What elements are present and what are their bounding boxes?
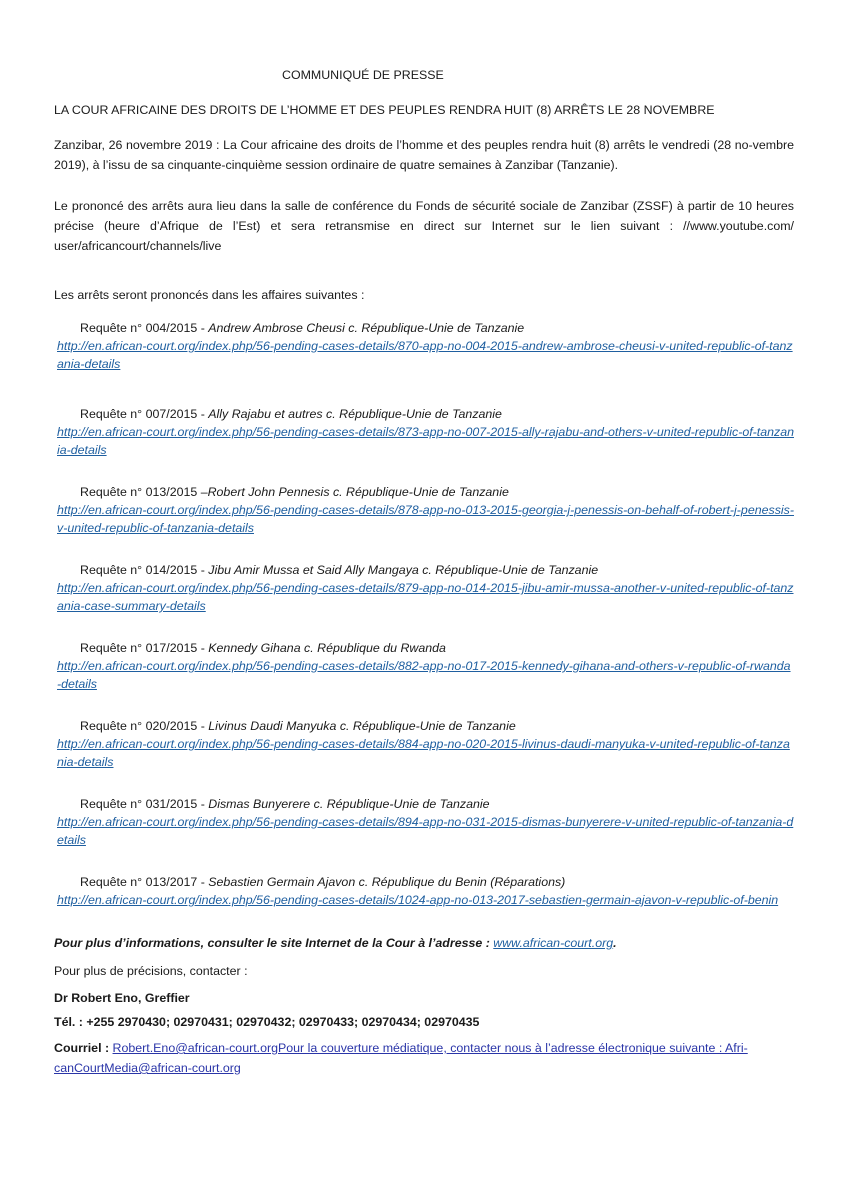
case-title: Dismas Bunyerere c. République-Unie de Tanzanie xyxy=(208,797,490,811)
document-header: COMMUNIQUÉ DE PRESSE xyxy=(282,68,444,82)
case-reference: Requête n° 013/2017 - Sebastien Germain Ajavon c. République du Benin (Réparations) xyxy=(80,875,566,889)
case-reference: Requête n° 004/2015 - Andrew Ambrose Cheusi c. République-Unie de Tanzanie xyxy=(80,321,525,335)
case-title: Jibu Amir Mussa et Said Ally Mangaya c. République-Unie de Tanzanie xyxy=(208,563,599,577)
case-link[interactable]: http://en.african-court.org/index.php/56-pending-cases-details/884-app-no-020-2015-livinus-daudi-manyuka-v-united-republic-of-tanzania-details xyxy=(57,737,790,769)
case-link[interactable]: http://en.african-court.org/index.php/56-pending-cases-details/882-app-no-017-2015-kennedy-gihana-and-others-v-republic-of-rwanda-details xyxy=(57,659,791,691)
case-item xyxy=(54,639,794,693)
case-title: Andrew Ambrose Cheusi c. République-Unie de Tanzanie xyxy=(208,321,525,335)
media-contact-link[interactable]: Pour la couverture médiatique, contacter nous à l’adresse électronique suivante : Afri-canCourtMedia@african-court.org xyxy=(54,1041,748,1075)
email-label: Courriel : xyxy=(54,1041,113,1055)
case-item xyxy=(54,873,794,909)
case-title: Ally Rajabu et autres c. République-Unie de Tanzanie xyxy=(208,407,502,421)
case-reference: Requête n° 020/2015 - Livinus Daudi Manyuka c. République-Unie de Tanzanie xyxy=(80,719,516,733)
contact-phone: Tél. : +255 2970430; 02970431; 02970432; 02970433; 02970434; 02970435 xyxy=(54,1015,480,1029)
contact-name: Dr Robert Eno, Greffier xyxy=(54,991,190,1005)
case-title: Sebastien Germain Ajavon c. République du Benin (Réparations) xyxy=(208,875,566,889)
case-link[interactable]: http://en.african-court.org/index.php/56-pending-cases-details/879-app-no-014-2015-jibu-amir-mussa-another-v-united-republic-of-tanzania-case-summary-details xyxy=(57,581,794,613)
case-item xyxy=(54,717,794,771)
case-item xyxy=(54,795,794,849)
contact-intro: Pour plus de précisions, contacter : xyxy=(54,964,248,978)
more-info-line: Pour plus d’informations, consulter le site Internet de la Cour à l’adresse : www.african-court.org. xyxy=(54,936,617,950)
case-item xyxy=(54,319,794,373)
intro-paragraph: Zanzibar, 26 novembre 2019 : La Cour africaine des droits de l’homme et des peuples rendra huit (8) arrêts le vendredi (28 no-vembre 2019), à l’issu de sa cinquante-cinquième session ordinaire de quatre semaines à Zanzibar (Tanzanie). xyxy=(54,138,794,172)
case-link[interactable]: http://en.african-court.org/index.php/56-pending-cases-details/870-app-no-004-2015-andrew-ambrose-cheusi-v-united-republic-of-tanzania-details xyxy=(57,339,793,371)
case-link[interactable]: http://en.african-court.org/index.php/56-pending-cases-details/1024-app-no-013-2017-sebastien-germain-ajavon-v-republic-of-benin xyxy=(57,893,779,907)
case-link[interactable]: http://en.african-court.org/index.php/56-pending-cases-details/873-app-no-007-2015-ally-rajabu-and-others-v-united-republic-of-tanzania-details xyxy=(57,425,794,457)
case-title: Livinus Daudi Manyuka c. République-Unie de Tanzanie xyxy=(208,719,516,733)
case-reference: Requête n° 031/2015 - Dismas Bunyerere c. République-Unie de Tanzanie xyxy=(80,797,490,811)
case-reference: Requête n° 007/2015 - Ally Rajabu et autres c. République-Unie de Tanzanie xyxy=(80,407,502,421)
case-item xyxy=(54,561,794,615)
more-info-text: Pour plus d’informations, consulter le site Internet de la Cour à l’adresse : xyxy=(54,936,494,950)
case-title: Kennedy Gihana c. République du Rwanda xyxy=(208,641,446,655)
email-link[interactable]: Robert.Eno@african-court.org xyxy=(112,1041,279,1055)
cases-intro: Les arrêts seront prononcés dans les affaires suivantes : xyxy=(54,288,365,302)
case-reference: Requête n° 017/2015 - Kennedy Gihana c. République du Rwanda xyxy=(80,641,446,655)
headline: LA COUR AFRICAINE DES DROITS DE L’HOMME ET DES PEUPLES RENDRA HUIT (8) ARRÊTS LE 28 NOVEMBRE xyxy=(54,103,715,117)
case-item xyxy=(54,405,794,459)
court-website-link[interactable]: www.african-court.org xyxy=(493,936,614,950)
broadcast-paragraph: Le prononcé des arrêts aura lieu dans la salle de conférence du Fonds de sécurité sociale de Zanzibar (ZSSF) à partir de 10 heures précise (heure d’Afrique de l’Est) et sera retransmise en direct sur Internet sur le lien suivant : //www.youtube.com/ user/africancourt/channels/live xyxy=(54,199,794,253)
case-item xyxy=(54,483,794,537)
case-reference: Requête n° 013/2015 –Robert John Pennesis c. République-Unie de Tanzanie xyxy=(80,485,509,499)
case-reference: Requête n° 014/2015 - Jibu Amir Mussa et Said Ally Mangaya c. République-Unie de Tanzanie xyxy=(80,563,599,577)
case-title: Robert John Pennesis c. République-Unie de Tanzanie xyxy=(207,485,509,499)
case-link[interactable]: http://en.african-court.org/index.php/56-pending-cases-details/894-app-no-031-2015-dismas-bunyerere-v-united-republic-of-tanzania-details xyxy=(57,815,794,847)
case-link[interactable]: http://en.african-court.org/index.php/56-pending-cases-details/878-app-no-013-2015-georgia-j-penessis-on-behalf-of-robert-j-penessis-v-united-republic-of-tanzania-details xyxy=(57,503,794,535)
contact-email-block xyxy=(54,1038,794,1078)
